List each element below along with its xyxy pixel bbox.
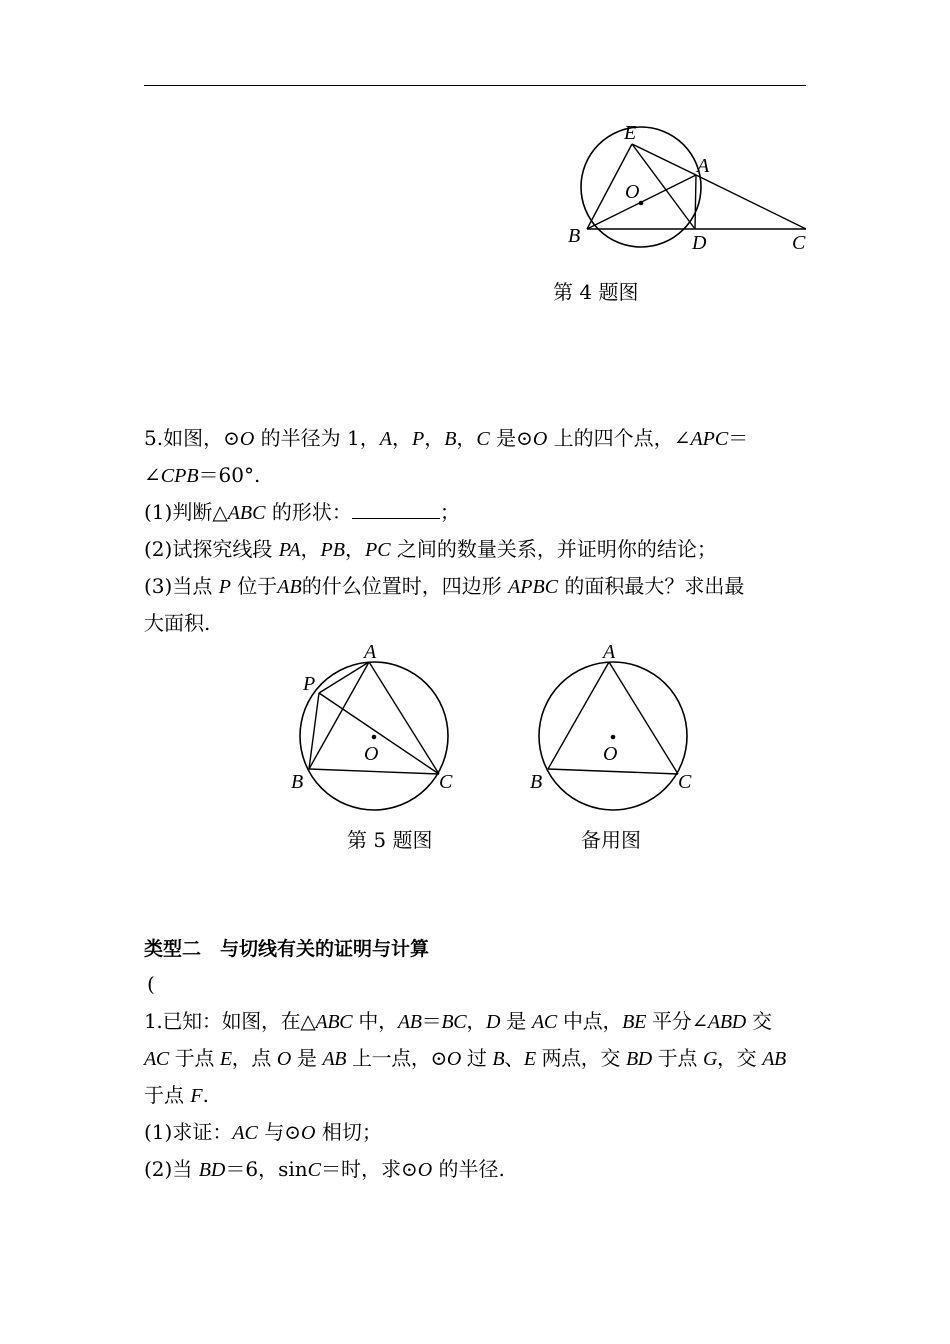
q5-line5: (3)当点 P 位于AB的什么位置时，四边形 APBC 的面积最大？求出最 [144, 574, 745, 598]
q1-line4: (1)求证：AC 与⊙O 相切； [144, 1120, 382, 1144]
q5-line6: 大面积. [144, 611, 211, 635]
section-paren: ( [147, 972, 155, 996]
q1-line2: AC 于点 E，点 O 是 AB 上一点，⊙O 过 B、E 两点，交 BD 于点 G，交 AB [144, 1046, 786, 1070]
fig4-caption: 第 4 题图 [553, 280, 639, 304]
fig4-label-E: E [624, 122, 637, 144]
fig5-seg-AB [309, 662, 369, 769]
fig4-seg-AD [695, 175, 696, 229]
fig5-center-dot [372, 735, 377, 740]
fig4-seg-ED [632, 144, 695, 229]
answer-blank [352, 500, 440, 519]
spare-label-C: C [678, 771, 692, 793]
fig5-label-A: A [364, 641, 377, 663]
section-heading: 类型二 与切线有关的证明与计算 [144, 938, 430, 960]
top-rule [144, 85, 806, 86]
spare-label-B: B [530, 771, 543, 793]
spare-seg-AB [548, 662, 609, 769]
fig4-seg-AC [696, 175, 806, 229]
spare-label-A: A [603, 641, 616, 663]
fig5-caption: 第 5 题图 [347, 828, 433, 852]
fig5-seg-PB [309, 693, 319, 769]
fig5-seg-AC [369, 662, 439, 774]
fig4-label-A: A [697, 155, 710, 177]
fig4-label-O: O [625, 181, 640, 203]
fig4-label-B: B [568, 225, 581, 247]
fig5-seg-PC [319, 693, 439, 774]
spare-caption: 备用图 [581, 828, 641, 852]
fig5-label-C: C [439, 771, 453, 793]
q1-line3: 于点 F. [144, 1083, 209, 1107]
spare-label-O: O [603, 743, 618, 765]
spare-seg-AC [609, 662, 678, 774]
figure-4 [560, 115, 820, 265]
spare-seg-BC [548, 769, 678, 774]
q5-line3: (1)判断△ABC 的形状： ； [144, 500, 460, 524]
fig5-label-O: O [364, 743, 379, 765]
fig4-label-D: D [692, 232, 707, 254]
fig5-label-B: B [291, 771, 304, 793]
fig4-label-C: C [792, 232, 806, 254]
fig5-seg-PA [319, 662, 369, 693]
spare-figure [525, 640, 705, 815]
fig5-seg-BC [309, 769, 439, 774]
fig5-label-P: P [303, 673, 316, 695]
q1-line5: (2)当 BD＝6，sinC＝时，求⊙O 的半径. [144, 1157, 505, 1181]
q5-line1: 5.如图，⊙O 的半径为 1，A，P，B，C 是⊙O 上的四个点，∠APC＝ [144, 426, 749, 450]
q1-line1: 1.已知：如图，在△ABC 中，AB＝BC，D 是 AC 中点，BE 平分∠ABD 交 [144, 1009, 772, 1033]
figure-5 [285, 640, 465, 815]
q5-line2: ∠CPB＝60°. [144, 463, 261, 487]
spare-center-dot [611, 735, 616, 740]
q5-line4: (2)试探究线段 PA，PB，PC 之间的数量关系，并证明你的结论； [144, 537, 717, 561]
